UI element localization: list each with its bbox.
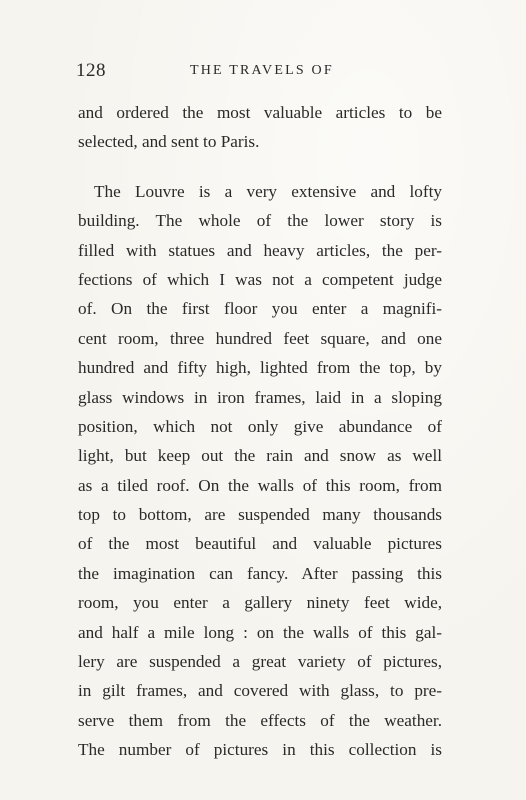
text-line: selected, and sent to Paris.	[78, 132, 260, 152]
text-line: The Louvre is a very extensive and lofty	[94, 181, 442, 201]
text-line: light, but keep out the rain and snow as well	[78, 446, 442, 466]
text-line: glass windows in iron frames, laid in a sloping	[78, 387, 442, 407]
text-line: lery are suspended a great variety of pictures,	[78, 652, 442, 672]
body-text	[78, 98, 442, 765]
text-line: room, you enter a gallery ninety feet wide,	[78, 593, 442, 613]
text-line: fections of which I was not a competent judge	[78, 269, 442, 289]
page-number: 128	[76, 60, 106, 81]
text-line: in gilt frames, and covered with glass, to pre-	[78, 681, 442, 701]
text-line: of the most beautiful and valuable pictures	[78, 534, 442, 554]
page-header	[76, 60, 456, 84]
paragraph	[78, 98, 442, 157]
text-line: and ordered the most valuable articles to be	[78, 103, 442, 122]
text-line: and half a mile long : on the walls of this gal-	[78, 622, 442, 642]
text-line: cent room, three hundred feet square, and one	[78, 328, 442, 348]
text-line: filled with statues and heavy articles, the per-	[78, 240, 442, 260]
text-line: serve them from the effects of the weather.	[78, 710, 442, 730]
text-line: the imagination can fancy. After passing this	[78, 563, 442, 583]
text-line: building. The whole of the lower story is	[78, 211, 442, 231]
running-head: THE TRAVELS OF	[190, 63, 334, 78]
text-line: The number of pictures in this collection is	[78, 740, 442, 760]
text-line: as a tiled roof. On the walls of this room, from	[78, 475, 442, 495]
text-line: of. On the first floor you enter a magnifi-	[78, 299, 442, 319]
paragraph-gap	[78, 157, 442, 177]
text-line: position, which not only give abundance of	[78, 416, 442, 436]
text-line: top to bottom, are suspended many thousands	[78, 505, 442, 525]
text-line: hundred and fifty high, lighted from the top, by	[78, 358, 442, 378]
paragraph	[78, 177, 442, 765]
